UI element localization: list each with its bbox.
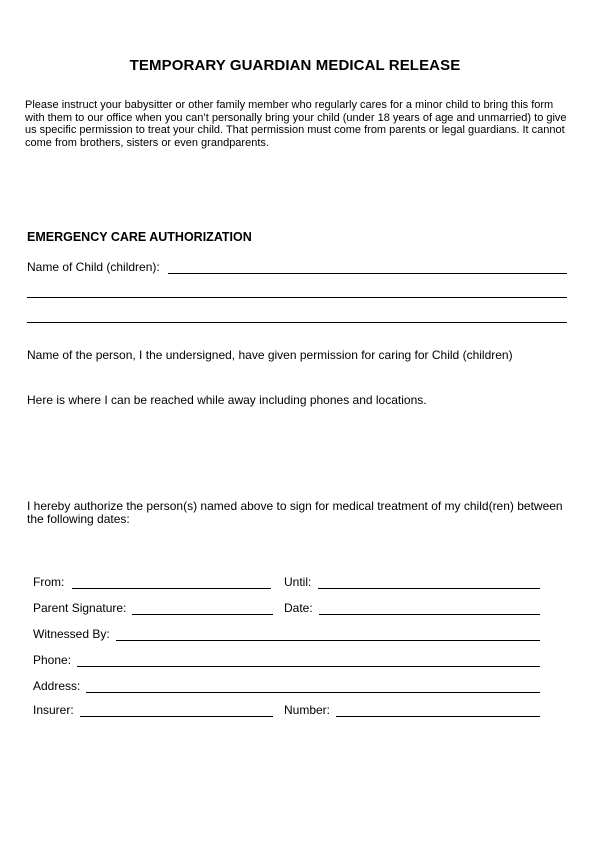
- date-label: Date:: [284, 601, 313, 615]
- number-field: [284, 703, 540, 717]
- until-field: [284, 575, 540, 589]
- child-name-line-3[interactable]: [27, 322, 567, 323]
- parent-signature-field: [33, 601, 273, 615]
- authorization-paragraph: I hereby authorize the person(s) named above to sign for medical treatment of my child(ren) between the following dates:: [27, 499, 563, 526]
- parent-signature-line[interactable]: [132, 602, 273, 615]
- child-name-line[interactable]: [168, 261, 567, 274]
- address-field: [33, 679, 540, 693]
- until-label: Until:: [284, 575, 312, 589]
- signature-row: [33, 599, 540, 615]
- insurer-line[interactable]: [80, 704, 273, 717]
- phone-field: [33, 653, 540, 667]
- address-row: [33, 677, 540, 693]
- witnessed-by-line[interactable]: [116, 628, 540, 641]
- from-label: From:: [33, 575, 65, 589]
- phone-line[interactable]: [77, 654, 540, 667]
- witnessed-row: [33, 625, 540, 641]
- phone-label: Phone:: [33, 653, 72, 667]
- child-name-row: [27, 260, 567, 274]
- from-field: [33, 575, 271, 589]
- parent-signature-label: Parent Signature:: [33, 601, 127, 615]
- dates-row: [33, 573, 540, 589]
- address-line[interactable]: [86, 680, 540, 693]
- insurer-label: Insurer:: [33, 703, 74, 717]
- person-name-text: Name of the person, I the undersigned, have given permission for caring for Child (children): [27, 348, 513, 362]
- number-line[interactable]: [336, 704, 540, 717]
- intro-paragraph: Please instruct your babysitter or other family member who regularly cares for a minor child to bring this form with them to our office when you can’t personally bring your child (under 18 years of age and unmarried) to give us specific permission to treat your child. That permission must come from parents or legal guardians. It cannot come from brothers, sisters or even grandparents.: [25, 99, 567, 149]
- child-name-line-2[interactable]: [27, 297, 567, 298]
- form-title: TEMPORARY GUARDIAN MEDICAL RELEASE: [129, 57, 461, 74]
- insurer-field: [33, 703, 273, 717]
- reach-text: Here is where I can be reached while away including phones and locations.: [27, 393, 427, 407]
- from-line[interactable]: [72, 576, 271, 589]
- witnessed-by-label: Witnessed By:: [33, 627, 110, 641]
- section-heading: EMERGENCY CARE AUTHORIZATION: [27, 230, 252, 244]
- child-name-label: Name of Child (children):: [27, 260, 160, 274]
- address-label: Address:: [33, 679, 81, 693]
- date-field: [284, 601, 540, 615]
- witnessed-by-field: [33, 627, 540, 641]
- number-label: Number:: [284, 703, 331, 717]
- date-line[interactable]: [319, 602, 540, 615]
- insurer-row: [33, 701, 540, 717]
- until-line[interactable]: [318, 576, 540, 589]
- phone-row: [33, 651, 540, 667]
